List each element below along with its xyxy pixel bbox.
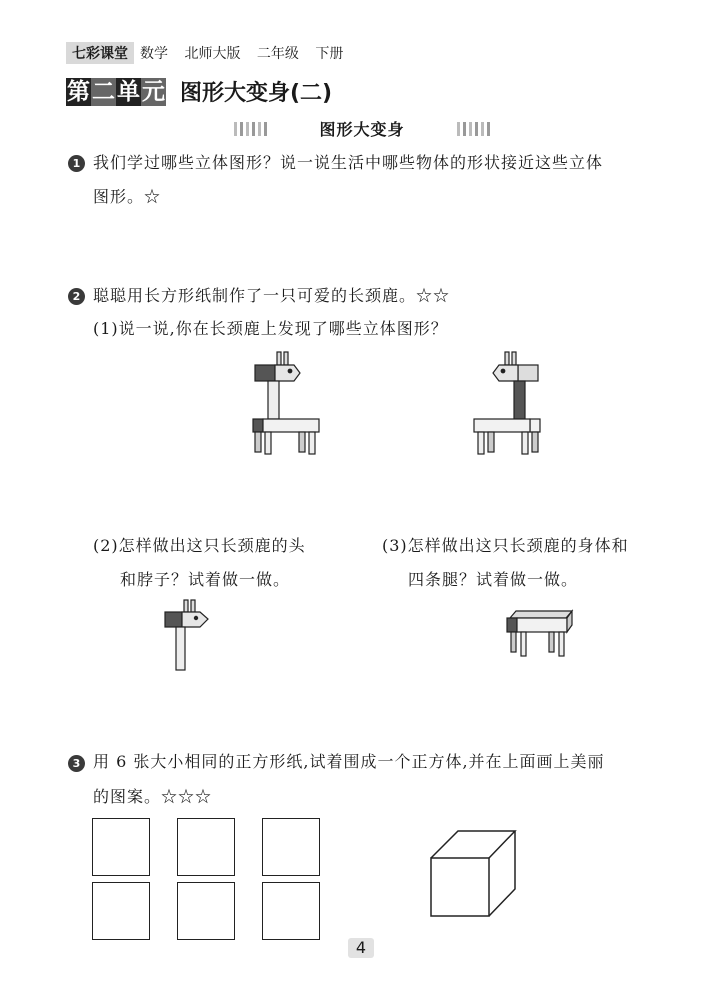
q2-subquestion-2-line2: 和脖子？试着做一做。 [120,570,291,589]
q3-text-line1: 用 6 张大小相同的正方形纸,试着围成一个正方体,并在上面画上美丽 [93,752,605,771]
paper-square [177,882,235,940]
section-heading [234,117,490,140]
cube-illustration [428,828,518,920]
question-number-3: 3 [68,755,85,772]
q2-subquestion-3-line1: (3)怎样做出这只长颈鹿的身体和 [382,536,629,555]
paper-square [262,882,320,940]
unit-subtitle: 图形大变身(二) [180,81,333,106]
unit-char: 第 [67,78,90,105]
meta-grade: 二年级 [256,46,299,62]
brand-label: 七彩课堂 [66,42,134,64]
giraffe-mirrored-illustration [463,350,543,460]
giraffe-body-legs-illustration [504,608,576,664]
question-number-1: 1 [68,155,85,172]
unit-char: 二 [92,78,115,105]
q1-text-line2: 图形。☆ [93,187,162,206]
paper-square [92,818,150,876]
unit-title [66,76,332,107]
book-meta [140,43,355,63]
q2-subquestion-1: (1)说一说,你在长颈鹿上发现了哪些立体图形？ [93,319,448,338]
paper-square [177,818,235,876]
q2-subquestion-3-line2: 四条腿？试着做一做。 [408,570,579,589]
page-number: 4 [348,938,374,958]
q2-text-line1: 聪聪用长方形纸制作了一只可爱的长颈鹿。☆☆ [93,286,451,305]
decor-bars-right [457,122,490,136]
q1-text-line1: 我们学过哪些立体图形？说一说生活中哪些物体的形状接近这些立体 [93,153,604,172]
q3-text-line2: 的图案。☆☆☆ [93,787,213,806]
unit-char: 元 [142,78,165,105]
meta-subject: 数学 [140,46,168,62]
giraffe-full-illustration [250,350,330,460]
unit-label [66,78,166,106]
paper-square [262,818,320,876]
giraffe-head-neck-illustration [162,598,214,674]
decor-bars-left [234,122,267,136]
meta-edition: 北师大版 [184,46,241,62]
paper-square [92,882,150,940]
unit-char: 单 [117,78,140,105]
meta-volume: 下册 [315,46,344,62]
q2-subquestion-2-line1: (2)怎样做出这只长颈鹿的头 [93,536,306,555]
question-number-2: 2 [68,288,85,305]
book-header [66,42,355,64]
section-title: 图形大变身 [319,120,405,139]
